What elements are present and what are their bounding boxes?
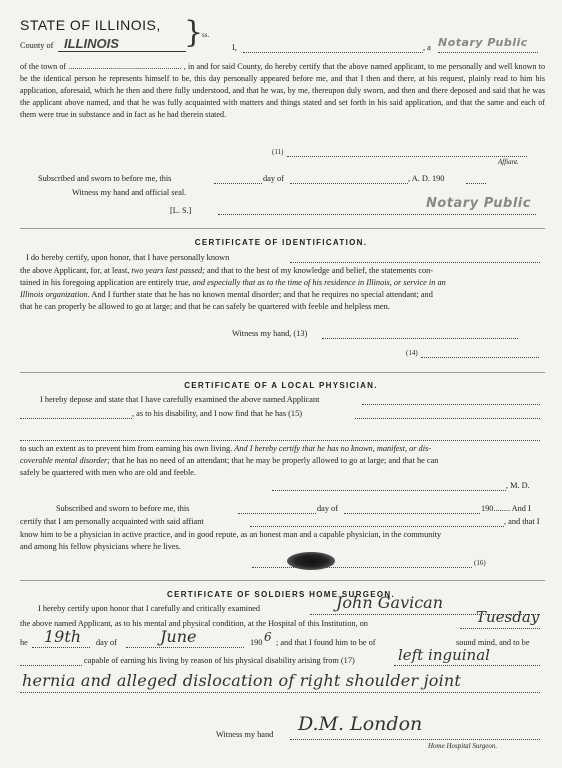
ph-know: know him to be a physician in active practice, and in good repute, as an honest man and a capable physician, in the community — [20, 530, 442, 539]
sub-year-line — [466, 183, 486, 184]
sh-hand-weekday: Tuesday — [476, 608, 540, 626]
county-underline — [58, 51, 186, 52]
notary-stamp-bottom: Notary Public — [426, 196, 531, 211]
sh-hand-cause2: hernia and alleged dislocation of right shoulder joint — [22, 671, 462, 690]
affiant-line — [287, 156, 527, 157]
ph-year: 190........ And I — [481, 504, 531, 513]
id-line4-b: And I further state that he has no known mental disorder; and that he requires no special attendant; and — [91, 290, 433, 299]
sh-line1: I hereby certify upon honor that I carefully and critically examined — [38, 604, 261, 613]
sub-ad: , A. D. 190 — [408, 174, 445, 183]
ph-day-of: day of — [317, 504, 338, 513]
divider-3 — [20, 580, 545, 581]
physician-heading: CERTIFICATE OF A LOCAL PHYSICIAN. — [184, 381, 378, 390]
sh-month-line — [126, 647, 244, 648]
id-line2-b: two years last passed; — [131, 266, 205, 275]
state-title: STATE OF ILLINOIS, — [20, 17, 161, 33]
sh-hand-cause1: left inguinal — [398, 646, 490, 664]
ph-subscribed: Subscribed and sworn to before me, this — [56, 504, 190, 513]
ph-day-line — [238, 513, 316, 514]
id-line4-a: Illinois organization. — [20, 290, 90, 299]
ph-among: and among his fellow physicians where he lives. — [20, 542, 181, 551]
divider-2 — [20, 372, 545, 373]
sh-year-prefix: 190 — [250, 638, 263, 647]
brace: } — [184, 15, 204, 50]
id-line3 — [20, 277, 446, 288]
identification-heading: CERTIFICATE OF IDENTIFICATION. — [194, 238, 368, 247]
md-label: , M. D. — [506, 481, 530, 490]
ph-line3-b: And I hereby certify that he has no known, manifest, or dis- — [234, 444, 432, 453]
divider-1 — [20, 228, 545, 229]
affidavit-paragraph: of the town of ........................................................ , in and for said County, do hereby certify that the above named applicant, to me personally and well known to be the identical person he represents himself to be, this day personally appeared before me, and that I then and there, at his request, plainly read to him his application, aforesaid, which he then and there fully understood, and that he was, by me, thereupon duly sworn, and then and there deposed and said that he was the applicant above named, and that he was fully acquainted with matters and things stated and set forth in his said application, and that the same and each of them were true in substance and in fact as he had therein stated. — [20, 62, 545, 119]
title-line — [438, 52, 538, 53]
id-line1: I do hereby certify, upon honor, that I have personally known — [26, 253, 230, 262]
sh-found: ; and that I found him to be of — [276, 638, 376, 647]
county-label: County of — [20, 41, 54, 50]
ph-and-that: , and that I — [504, 517, 540, 526]
sh-witness: Witness my hand — [216, 730, 274, 739]
sh-capable-lead — [20, 665, 82, 666]
subscribed-affidavit: Subscribed and sworn to before me, this — [38, 174, 172, 183]
soldiers-heading: CERTIFICATE OF SOLDIERS HOME SURGEON. — [167, 590, 395, 599]
sh-hand-name: John Gavican — [336, 593, 444, 612]
sh-weekday-line — [460, 628, 540, 629]
id-witness-line — [322, 338, 518, 339]
id-line3-a: tained in his foregoing application are entirely true, — [20, 278, 191, 287]
ss-label: ss. — [202, 31, 210, 39]
sh-cause-line — [394, 665, 540, 666]
i-label: I, — [232, 43, 237, 52]
id-witness: Witness my hand, (13) — [232, 329, 308, 338]
id-line3-b: and especially that as to the time of his residence in Illinois, or service in an — [192, 278, 446, 287]
num-14: (14) — [406, 349, 418, 357]
num-16: (16) — [474, 559, 486, 567]
sh-hand-day: 19th — [44, 627, 82, 646]
county-value: ILLINOIS — [64, 36, 119, 51]
notary-sign-line — [218, 214, 536, 215]
ph-line3-a: to such an extent as to prevent him from earning his own living. — [20, 444, 233, 453]
ph-line2-lead — [20, 418, 132, 419]
ph-month-line — [344, 513, 480, 514]
sh-capable: capable of earning his living by reason of his physical disability arising from (17) — [84, 656, 355, 665]
sub-month-line — [290, 183, 408, 184]
sh-the: he — [20, 638, 28, 647]
sh-sign-line — [290, 739, 540, 740]
ph-line1: I hereby depose and state that I have carefully examined the above named Applicant — [40, 395, 320, 404]
sh-hand-signature: D.M. London — [298, 713, 423, 735]
sh-cause2-line — [20, 692, 540, 693]
ph-line5: safely be quartered with men who are old and feeble. — [20, 468, 197, 477]
sh-day-line — [32, 647, 90, 648]
name-line — [243, 52, 423, 53]
ph-extra-line — [20, 440, 540, 441]
sh-line2: the above named Applicant, as to his mental and physical condition, at the Hospital of this Institution, on — [20, 619, 368, 628]
ph-applicant-line — [362, 404, 540, 405]
witness-seal: Witness my hand and official seal. — [72, 188, 187, 197]
ph-line2: , as to his disability, and I now find that he has (15) — [132, 409, 302, 418]
ph-affiant-line — [250, 526, 504, 527]
notary-stamp-top: Notary Public — [438, 36, 528, 49]
sub-day-line — [214, 183, 262, 184]
a-label: , a — [423, 43, 431, 52]
ink-blot — [287, 552, 335, 570]
ph-disability-line — [355, 418, 540, 419]
id-line2 — [20, 265, 433, 276]
ph-16-line — [252, 567, 472, 568]
id-line2-a: the above Applicant, for, at least, — [20, 266, 130, 275]
sh-surgeon-label: Home Hospital Surgeon. — [428, 742, 498, 750]
id-line4 — [20, 289, 433, 300]
ls-label: [L. S.] — [170, 206, 192, 215]
sh-hand-year: 6 — [264, 630, 272, 644]
sh-day-of: day of — [96, 638, 117, 647]
ph-certify: certify that I am personally acquainted with said affiant — [20, 517, 204, 526]
ph-line4-b: that he has no need of an attendant; that he may be properly allowed to go at large; and that he can — [112, 456, 439, 465]
sh-sound: sound mind, and to be — [456, 638, 530, 647]
affiant-label: Affiant. — [498, 158, 519, 166]
ph-line4-a: coverable mental disorder; — [20, 456, 111, 465]
md-sign-line — [272, 490, 506, 491]
id-14-line — [421, 357, 539, 358]
id-line2-c: and that to the best of my knowledge and belief, the statements con- — [207, 266, 434, 275]
sub-day-of: day of — [263, 174, 284, 183]
ph-line3 — [20, 443, 431, 454]
ph-line4 — [20, 455, 438, 466]
sh-hand-month: June — [160, 627, 197, 646]
num-11: (11) — [272, 148, 284, 156]
id-known-line — [290, 262, 540, 263]
id-line5: that he can properly be allowed to go at large; and that he can safely be quartered with feeble and helpless men. — [20, 302, 390, 311]
